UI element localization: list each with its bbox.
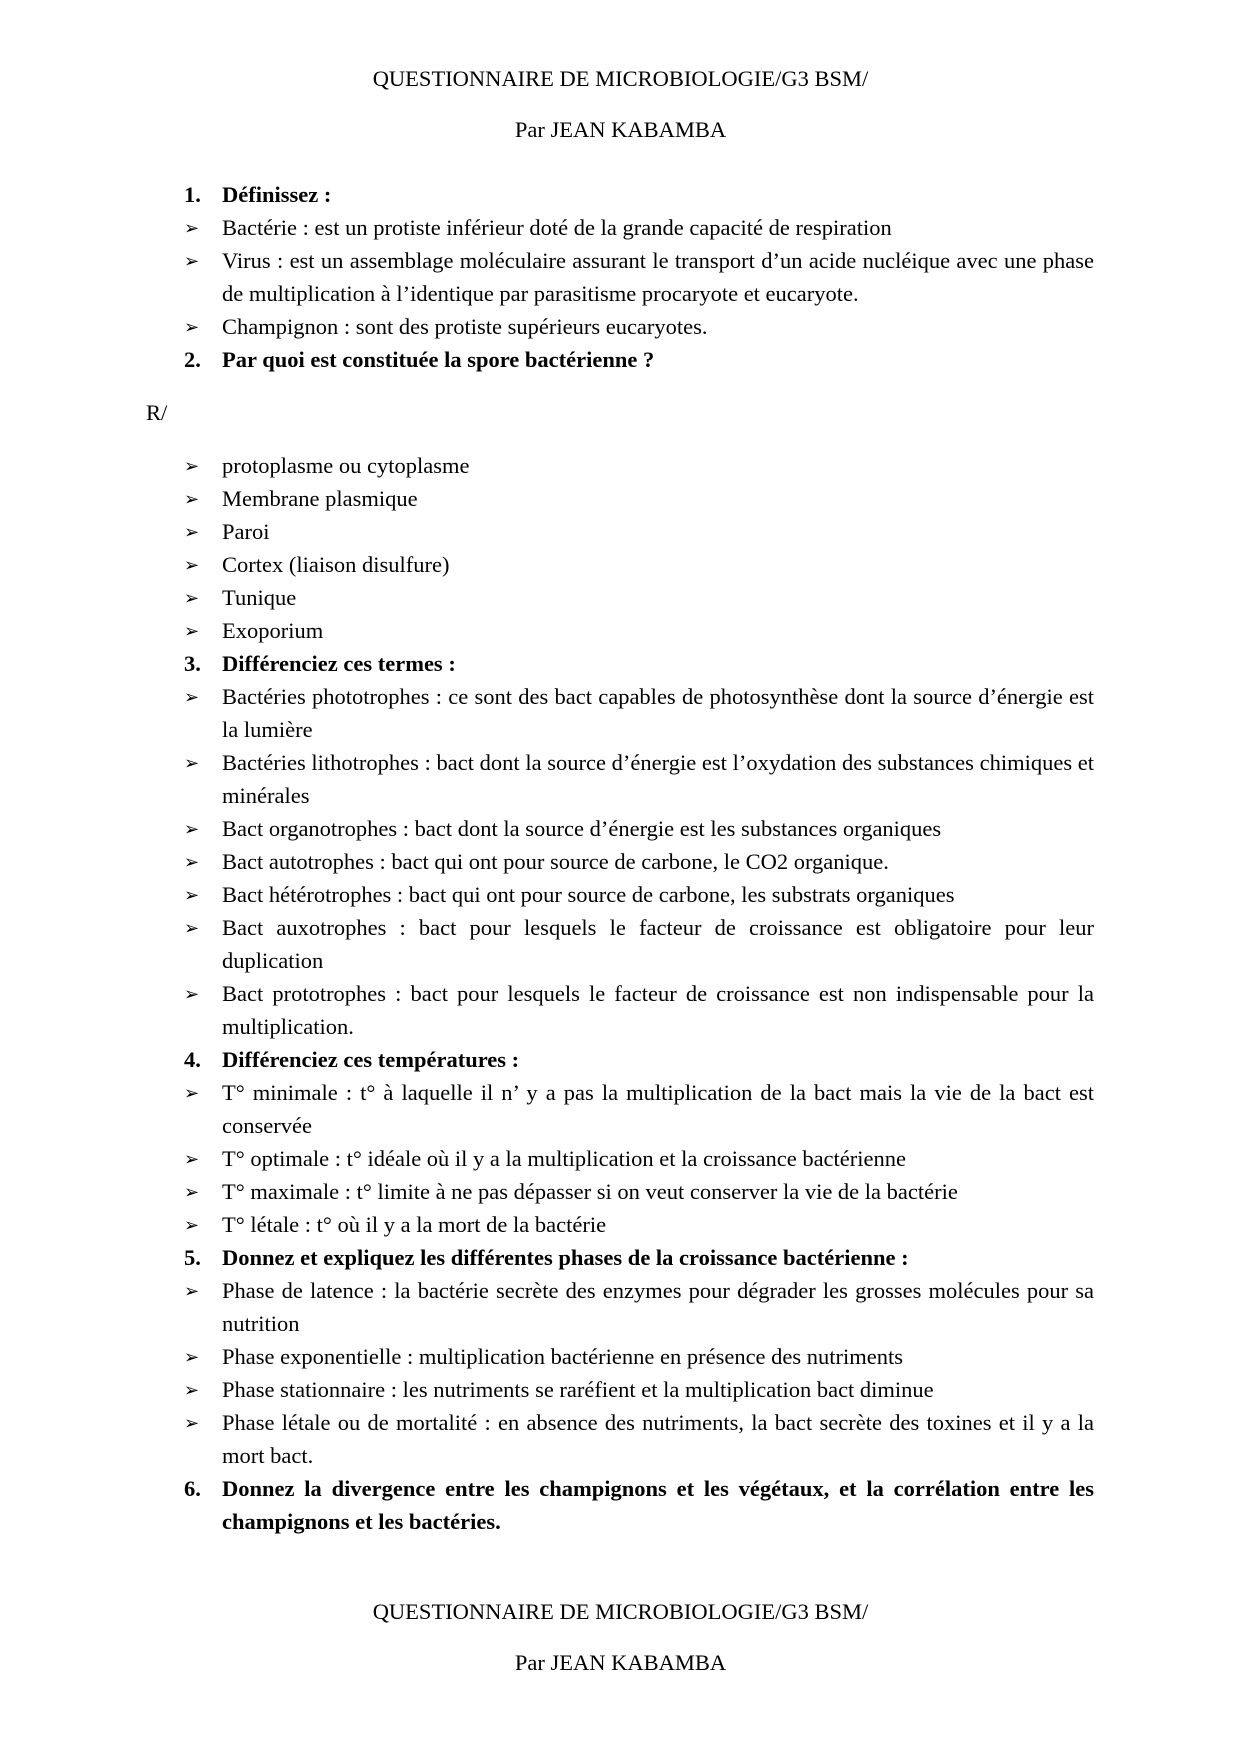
- arrow-bullet-icon: ➢: [184, 1215, 200, 1235]
- arrow-bullet-icon: ➢: [184, 1347, 200, 1367]
- bullet-text: T° optimale : t° idéale où il y a la multiplication et la croissance bactérienne: [222, 1146, 906, 1171]
- bullet-item: [184, 1142, 1094, 1175]
- question-text: Par quoi est constituée la spore bactérienne ?: [222, 347, 655, 372]
- bullet-text: Phase létale ou de mortalité : en absence des nutriments, la bact secrète des toxines et il y a la mort bact.: [222, 1410, 1094, 1468]
- arrow-bullet-icon: ➢: [184, 456, 200, 476]
- bullet-marker: [184, 1175, 218, 1210]
- bullet-item: [184, 1340, 1094, 1373]
- bullet-item: [184, 746, 1094, 812]
- bullet-item: [184, 845, 1094, 878]
- question-heading: [184, 1043, 1094, 1076]
- bullet-text: T° maximale : t° limite à ne pas dépasser si on veut conserver la vie de la bactérie: [222, 1179, 958, 1204]
- question-text: Définissez :: [222, 182, 332, 207]
- arrow-bullet-icon: ➢: [184, 317, 200, 337]
- bullet-item: [184, 310, 1094, 343]
- bullet-marker: [184, 310, 218, 345]
- question-text: Donnez la divergence entre les champignons et les végétaux, et la corrélation entre les champignons et les bactéries.: [222, 1476, 1094, 1534]
- arrow-bullet-icon: ➢: [184, 1083, 200, 1103]
- bullet-text: Bact prototrophes : bact pour lesquels le facteur de croissance est non indispensable pour la multiplication.: [222, 981, 1094, 1039]
- bullet-marker: [184, 581, 218, 616]
- bullet-marker: [184, 977, 218, 1012]
- bullet-text: Phase stationnaire : les nutriments se raréfient et la multiplication bact diminue: [222, 1377, 934, 1402]
- bullet-item: [184, 1175, 1094, 1208]
- bullet-marker: [184, 449, 218, 484]
- bullet-text: T° minimale : t° à laquelle il n’ y a pas la multiplication de la bact mais la vie de la bact est conservée: [222, 1080, 1094, 1138]
- arrow-bullet-icon: ➢: [184, 251, 200, 271]
- bullet-text: Bact autotrophes : bact qui ont pour source de carbone, le CO2 organique.: [222, 849, 889, 874]
- bullet-text: Bactéries phototrophes : ce sont des bact capables de photosynthèse dont la source d’énergie est la lumière: [222, 684, 1094, 742]
- bullet-text: Bactéries lithotrophes : bact dont la source d’énergie est l’oxydation des substances chimiques et minérales: [222, 750, 1094, 808]
- bullet-marker: [184, 845, 218, 880]
- question-number: 5.: [184, 1245, 201, 1270]
- bullet-item: [184, 244, 1094, 310]
- bullet-text: Champignon : sont des protiste supérieurs eucaryotes.: [222, 314, 708, 339]
- bullet-marker: [184, 211, 218, 246]
- arrow-bullet-icon: ➢: [184, 1281, 200, 1301]
- bullet-text: Membrane plasmique: [222, 486, 418, 511]
- bullet-item: [184, 211, 1094, 244]
- arrow-bullet-icon: ➢: [184, 753, 200, 773]
- question-heading: [184, 178, 1094, 211]
- arrow-bullet-icon: ➢: [184, 1182, 200, 1202]
- bullet-text: Bact hétérotrophes : bact qui ont pour source de carbone, les substrats organiques: [222, 882, 955, 907]
- arrow-bullet-icon: ➢: [184, 819, 200, 839]
- arrow-bullet-icon: ➢: [184, 1413, 200, 1433]
- bullet-marker: [184, 1076, 218, 1111]
- bullet-text: Bactérie : est un protiste inférieur doté de la grande capacité de respiration: [222, 215, 892, 240]
- arrow-bullet-icon: ➢: [184, 621, 200, 641]
- question-number: 1.: [184, 182, 201, 207]
- question-list-part2: [184, 449, 1094, 1538]
- bullet-text: Phase de latence : la bactérie secrète des enzymes pour dégrader les grosses molécules pour sa nutrition: [222, 1278, 1094, 1336]
- page-author: Par JEAN KABAMBA: [514, 117, 727, 142]
- bullet-text: T° létale : t° où il y a la mort de la bactérie: [222, 1212, 607, 1237]
- bullet-text: Paroi: [222, 519, 270, 544]
- bullet-text: Cortex (liaison disulfure): [222, 552, 450, 577]
- page-title: QUESTIONNAIRE DE MICROBIOLOGIE/G3 BSM/: [372, 66, 869, 91]
- question-number: 3.: [184, 651, 201, 676]
- bullet-item: [184, 1373, 1094, 1406]
- arrow-bullet-icon: ➢: [184, 1149, 200, 1169]
- bullet-item: [184, 812, 1094, 845]
- bullet-marker: [184, 1340, 218, 1375]
- question-heading: [184, 1472, 1094, 1538]
- bullet-item: [184, 581, 1094, 614]
- bullet-marker: [184, 1406, 218, 1441]
- bullet-marker: [184, 878, 218, 913]
- bullet-item: [184, 482, 1094, 515]
- bullet-marker: [184, 911, 218, 946]
- bullet-marker: [184, 1208, 218, 1243]
- question-list-part1: [184, 178, 1094, 376]
- arrow-bullet-icon: ➢: [184, 918, 200, 938]
- bullet-marker: [184, 680, 218, 715]
- footer-title: QUESTIONNAIRE DE MICROBIOLOGIE/G3 BSM/: [372, 1599, 869, 1624]
- bullet-text: Exoporium: [222, 618, 324, 643]
- question-number: 4.: [184, 1047, 201, 1072]
- arrow-bullet-icon: ➢: [184, 852, 200, 872]
- arrow-bullet-icon: ➢: [184, 522, 200, 542]
- answer-label: R/: [146, 400, 168, 425]
- question-number: 2.: [184, 347, 201, 372]
- bullet-marker: [184, 515, 218, 550]
- bullet-item: [184, 515, 1094, 548]
- arrow-bullet-icon: ➢: [184, 588, 200, 608]
- bullet-marker: [184, 812, 218, 847]
- bullet-text: Tunique: [222, 585, 297, 610]
- bullet-item: [184, 614, 1094, 647]
- bullet-item: [184, 1274, 1094, 1340]
- arrow-bullet-icon: ➢: [184, 555, 200, 575]
- bullet-marker: [184, 244, 218, 279]
- bullet-marker: [184, 746, 218, 781]
- arrow-bullet-icon: ➢: [184, 687, 200, 707]
- bullet-item: [184, 1406, 1094, 1472]
- bullet-text: protoplasme ou cytoplasme: [222, 453, 470, 478]
- bullet-marker: [184, 614, 218, 649]
- footer-author: Par JEAN KABAMBA: [514, 1650, 727, 1675]
- question-heading: [184, 647, 1094, 680]
- question-number: 6.: [184, 1476, 201, 1501]
- bullet-marker: [184, 1373, 218, 1408]
- bullet-marker: [184, 1142, 218, 1177]
- arrow-bullet-icon: ➢: [184, 1380, 200, 1400]
- bullet-text: Bact organotrophes : bact dont la source d’énergie est les substances organiques: [222, 816, 942, 841]
- question-heading: [184, 343, 1094, 376]
- bullet-text: Bact auxotrophes : bact pour lesquels le facteur de croissance est obligatoire pour leur duplication: [222, 915, 1094, 973]
- bullet-text: Phase exponentielle : multiplication bactérienne en présence des nutriments: [222, 1344, 904, 1369]
- bullet-marker: [184, 548, 218, 583]
- arrow-bullet-icon: ➢: [184, 489, 200, 509]
- bullet-item: [184, 548, 1094, 581]
- question-text: Différenciez ces températures :: [222, 1047, 520, 1072]
- bullet-item: [184, 449, 1094, 482]
- bullet-marker: [184, 482, 218, 517]
- bullet-marker: [184, 1274, 218, 1309]
- bullet-item: [184, 911, 1094, 977]
- bullet-text: Virus : est un assemblage moléculaire assurant le transport d’un acide nucléique avec une phase de multiplication à l’identique par parasitisme procaryote et eucaryote.: [222, 248, 1094, 306]
- question-text: Différenciez ces termes :: [222, 651, 456, 676]
- question-text: Donnez et expliquez les différentes phases de la croissance bactérienne :: [222, 1245, 909, 1270]
- bullet-item: [184, 878, 1094, 911]
- arrow-bullet-icon: ➢: [184, 218, 200, 238]
- bullet-item: [184, 680, 1094, 746]
- question-heading: [184, 1241, 1094, 1274]
- arrow-bullet-icon: ➢: [184, 885, 200, 905]
- arrow-bullet-icon: ➢: [184, 984, 200, 1004]
- bullet-item: [184, 1208, 1094, 1241]
- bullet-item: [184, 977, 1094, 1043]
- bullet-item: [184, 1076, 1094, 1142]
